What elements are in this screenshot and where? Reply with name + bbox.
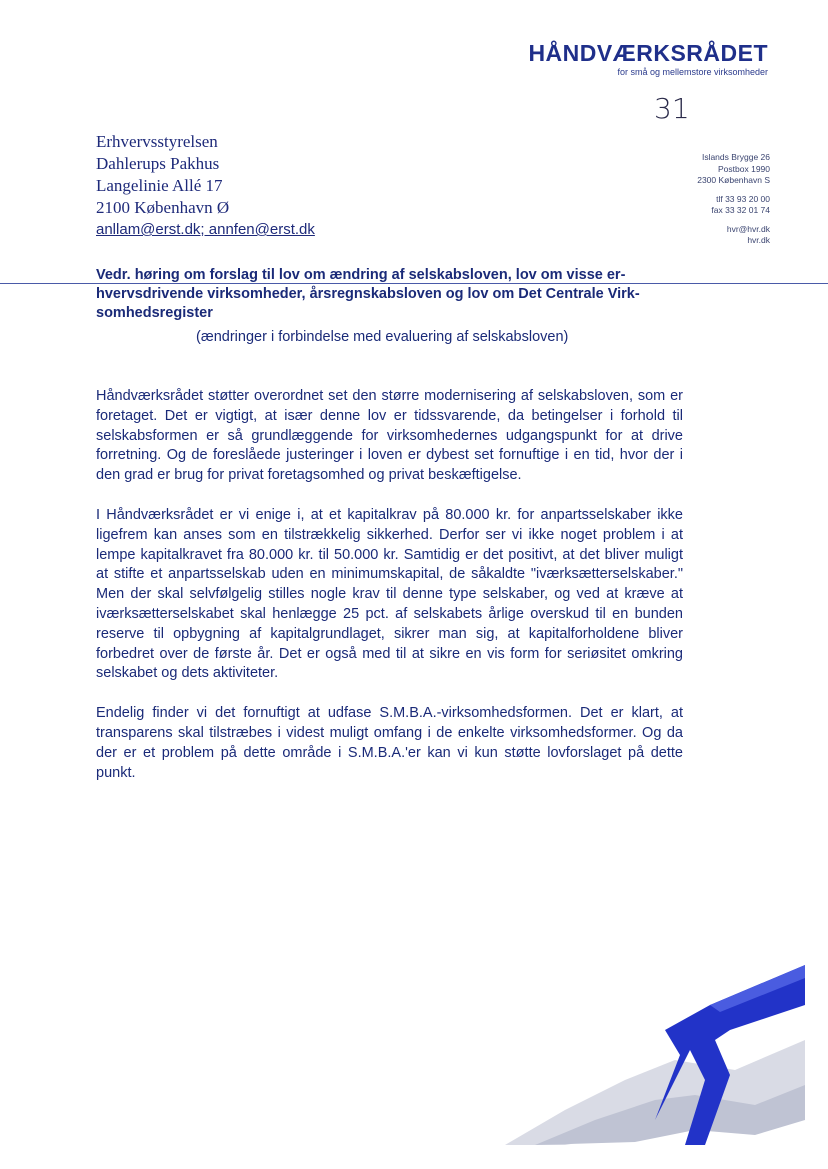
organization-tagline: for små og mellemstore virksomheder bbox=[617, 67, 768, 77]
subject-subtitle: (ændringer i forbindelse med evaluering af selskabsloven) bbox=[196, 329, 569, 345]
handwritten-page-number: 31 bbox=[654, 92, 690, 125]
recipient-address bbox=[96, 131, 315, 241]
body-paragraph: I Håndværksrådet er vi enige i, at et kapitalkrav på 80.000 kr. for anpartsselskaber ikke ligefrem kan anses som en tilstrækkelig sikkerhed. Derfor ser vi ikke noget problem i at lempe kapitalkravet fra 80.000 kr. til 50.000 kr. Samtidig er det positivt, at det bliver muligt at stifte et anpartsselskab uden en minimumskapital, de såkaldte "iværksætterselskaber." Men der skal selvfølgelig stilles nogle krav til denne type selskaber, og ved at kræve at iværksætterselskabet skal henlægge 25 pct. af selskabets årlige overskud til en bunden reserve til opbygning af kapitalgrundlaget, sikrer man sig, at kapitalforholdene bliver forbedret over de første år. Det er også med til at sikre en vis form for seriøsitet omkring selskabet og dets aktiviteter. bbox=[96, 506, 683, 682]
sender-website: hvr.dk bbox=[747, 235, 770, 245]
recipient-line: 2100 København Ø bbox=[96, 198, 230, 217]
letterhead-logo bbox=[528, 40, 768, 77]
recipient-line: Langelinie Allé 17 bbox=[96, 176, 223, 195]
recipient-line: Erhvervsstyrelsen bbox=[96, 132, 218, 151]
ribbon-decoration-graphic bbox=[505, 960, 805, 1150]
body-paragraph: Håndværksrådet støtter overordnet set den større modernisering af selskabsloven, som er foretaget. Det er vigtigt, at især denne lov er tidssvarende, da betingelser i forhold til selskabsformen er så grundlæggende for virksomhedernes udgangspunkt for at drive forretning. Og de foreslåede justeringer i loven er dybest set fornuftige i en tid, hvor der i den grad er brug for privat foretagsomhed og privat beskæftigelse. bbox=[96, 388, 683, 484]
subject-heading: Vedr. høring om forslag til lov om ændring af selskabsloven, lov om visse er-hvervsdrivende virksomheder, årsregnskabsloven og lov om Det Centrale Virk-somhedsregister bbox=[96, 267, 640, 321]
sender-contact-block bbox=[697, 152, 770, 247]
sender-address-line: 2300 København S bbox=[697, 175, 770, 185]
sender-address-line: Islands Brygge 26 bbox=[701, 152, 770, 162]
letter-body bbox=[96, 387, 683, 803]
recipient-line: Dahlerups Pakhus bbox=[96, 154, 220, 173]
sender-fax: fax 33 32 01 74 bbox=[711, 205, 770, 215]
sender-email: hvr@hvr.dk bbox=[726, 223, 770, 234]
organization-name: HÅNDVÆRKSRÅDET bbox=[528, 40, 768, 66]
sender-address-line: Postbox 1990 bbox=[718, 163, 770, 174]
sender-phone: tlf 33 93 20 00 bbox=[716, 193, 770, 204]
body-paragraph: Endelig finder vi det fornuftigt at udfase S.M.B.A.-virksomhedsformen. Det er klart, at transparens skal tilstræbes i videst muligt omfang i de enkelte virksomhedsformer. Og da der er et problem på dette område i S.M.B.A.'er kan vi kun støtte lovforslaget på dette punkt. bbox=[96, 705, 683, 781]
recipient-email[interactable]: anllam@erst.dk; annfen@erst.dk bbox=[96, 221, 315, 238]
